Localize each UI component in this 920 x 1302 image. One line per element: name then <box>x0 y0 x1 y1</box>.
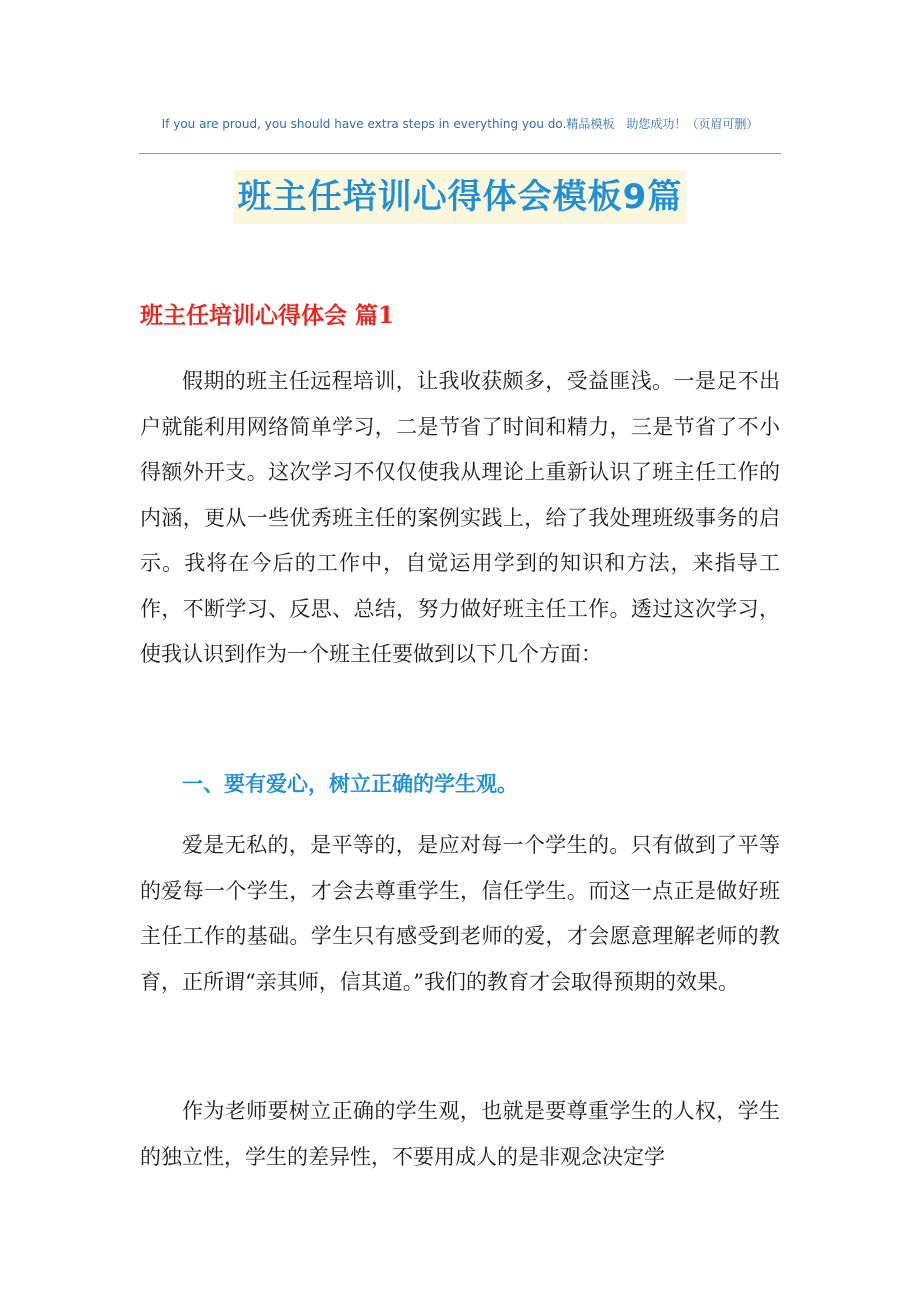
header-divider <box>139 153 781 154</box>
subheading-love: 一、要有爱心，树立正确的学生观。 <box>182 771 518 796</box>
body-paragraph-3: 作为老师要树立正确的学生观，也就是要尊重学生的人权，学生的独立性，学生的差异性，不要用成人的是非观念决定学 <box>140 1099 780 1169</box>
document-title: 班主任培训心得体会模板9篇 <box>234 170 687 224</box>
page-header-note: If you are proud, you should have extra steps in everything you do.精品模板 助您成功！（页眉可删） <box>161 117 759 131</box>
section-heading: 班主任培训心得体会 篇1 <box>140 302 395 329</box>
body-paragraph-2: 爱是无私的，是平等的，是应对每一个学生的。只有做到了平等的爱每一个学生，才会去尊重学生，信任学生。而这一点正是做好班主任工作的基础。学生只有感受到老师的爱，才会愿意理解老师的教育，正所谓“亲其师，信其道。”我们的教育才会取得预期的效果。 <box>140 833 780 994</box>
title-container <box>0 170 920 224</box>
body-paragraph-1: 假期的班主任远程培训，让我收获颇多，受益匪浅。一是足不出户就能利用网络简单学习，二是节省了时间和精力，三是节省了不小得额外开支。这次学习不仅仅使我从理论上重新认识了班主任工作的内涵，更从一些优秀班主任的案例实践上，给了我处理班级事务的启示。我将在今后的工作中，自觉运用学到的知识和方法，来指导工作，不断学习、反思、总结，努力做好班主任工作。透过这次学习，使我认识到作为一个班主任要做到以下几个方面： <box>140 369 780 666</box>
